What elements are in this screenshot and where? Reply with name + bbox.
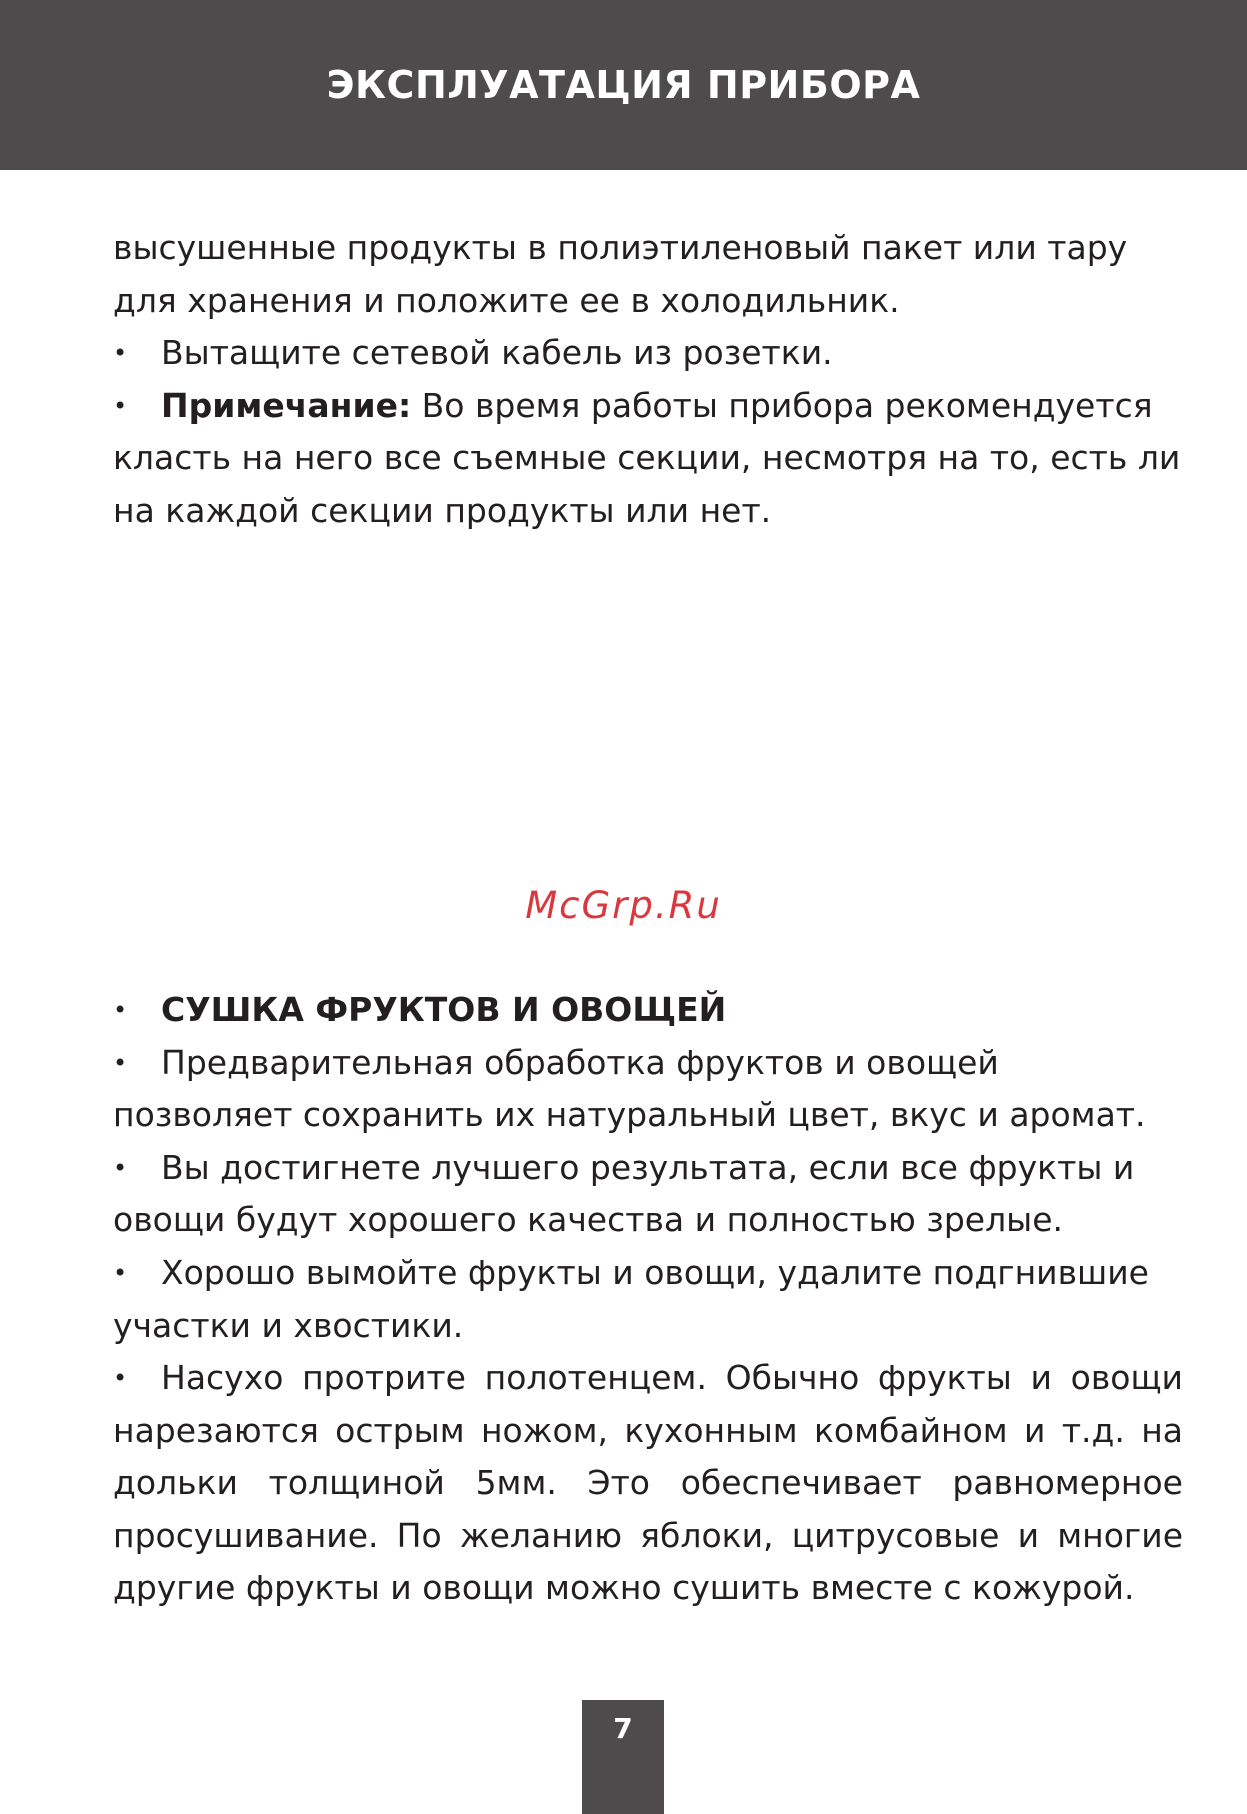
page-header <box>0 0 1247 170</box>
list-item-text: Насухо протрите полотенцем. Обычно фрукты и овощи нарезаются острым ножом, кухонным комбайном и т.д. на дольки толщиной 5мм. Это обеспечивает равномерное просушивание. По желанию яблоки, цитрусовые и многие другие фрукты и овощи можно сушить вместе с кожурой. <box>113 1358 1183 1608</box>
list-item-text: Вытащите сетевой кабель из розетки. <box>161 333 833 372</box>
bullet-icon: • <box>113 1259 128 1287</box>
continuation-paragraph: высушенные продукты в полиэтиленовый пакет или тару для хранения и положите ее в холодильник. <box>113 228 1128 320</box>
bullet-icon: • <box>113 1153 128 1182</box>
section-heading <box>113 984 1183 1037</box>
bullet-icon: • <box>113 1364 128 1393</box>
list-item <box>113 1142 1183 1247</box>
list-item <box>113 327 1183 380</box>
note-text: Во время работы прибора рекомендуется класть на него все съемные секции, несмотря на то, есть ли на каждой секции продукты или нет. <box>113 385 1181 530</box>
list-item <box>113 1037 1183 1142</box>
bullet-icon: • <box>113 339 128 368</box>
note-item <box>113 380 1183 538</box>
header-title: ЭКСПЛУАТАЦИЯ ПРИБОРА <box>326 63 921 107</box>
list-item-text: Предварительная обработка фруктов и овощей позволяет сохранить их натуральный цвет, вкус и аромат. <box>113 1042 1146 1135</box>
bullet-icon: • <box>113 996 128 1025</box>
page-number: 7 <box>582 1700 664 1814</box>
list-item <box>113 1247 1183 1352</box>
section-heading-text: СУШКА ФРУКТОВ И ОВОЩЕЙ <box>161 990 727 1029</box>
list-item-text: Вы достигнете лучшего результата, если все фрукты и овощи будут хорошего качества и полностью зрелые. <box>113 1147 1135 1240</box>
bullet-icon: • <box>113 1048 128 1077</box>
bullet-icon: • <box>113 391 128 420</box>
bottom-section <box>113 984 1183 1615</box>
list-item-text: Хорошо вымойте фрукты и овощи, удалите подгнившие участки и хвостики. <box>113 1252 1149 1345</box>
top-section <box>113 222 1183 537</box>
list-item <box>113 1352 1183 1615</box>
watermark: McGrp.Ru <box>525 884 722 927</box>
note-label: Примечание: <box>161 385 412 425</box>
